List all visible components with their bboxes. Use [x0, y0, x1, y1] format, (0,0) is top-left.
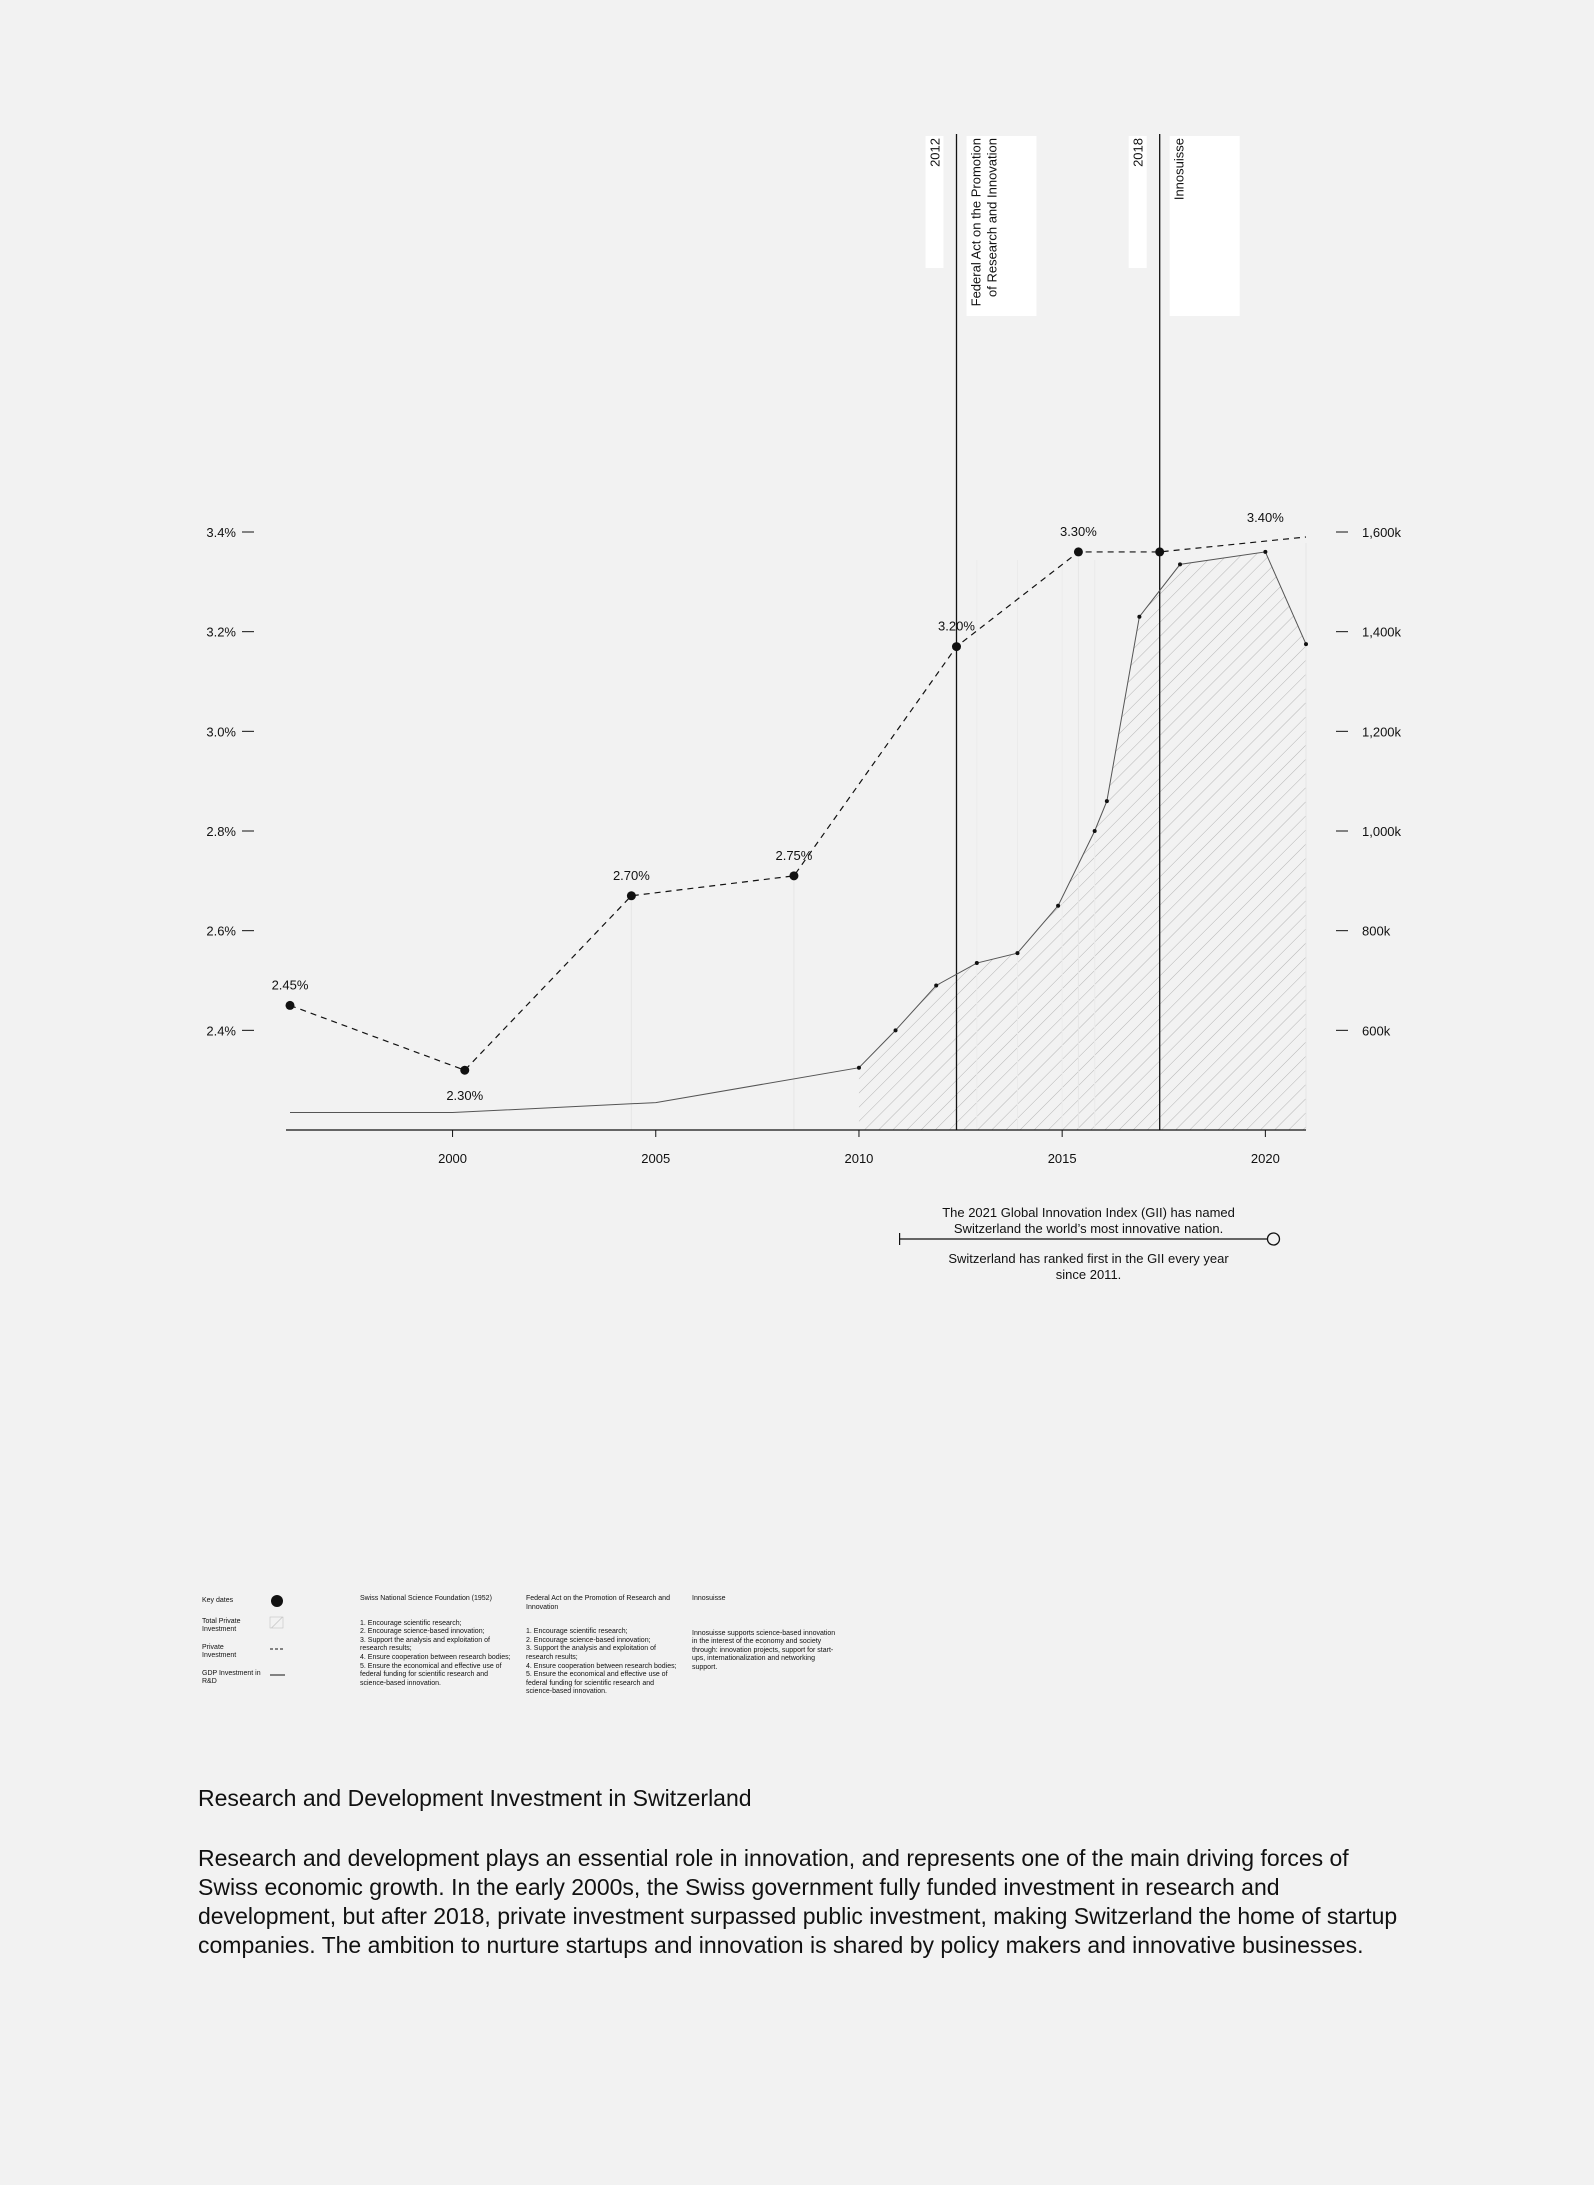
- column-title: Innosuisse: [692, 1595, 726, 1602]
- gdp-point: [789, 871, 798, 880]
- column-title: Federal Act on the Promotion of Research and Innovation: [526, 1595, 670, 1611]
- private-point: [1105, 799, 1109, 803]
- private-point: [1178, 562, 1182, 566]
- private-point: [1304, 642, 1308, 646]
- left-y-tick-label: 3.0%: [206, 724, 236, 740]
- right-y-tick-label: 800k: [1362, 923, 1391, 939]
- x-tick-label: 2010: [844, 1151, 874, 1166]
- gdp-data-label: 2.45%: [271, 977, 309, 993]
- section-body: Research and development plays an essential role in innovation, and represents one of the main driving forces of Swiss economic growth. In the early 2000s, the Swiss government fully funded investment in research and development, but after 2018, private investment surpassed public investment, making Switzerland the home of startup companies. The ambition to nurture startups and innovation is shared by policy makers and innovative businesses.: [198, 1845, 1398, 1958]
- legend-item-key-dates: [202, 1597, 322, 1617]
- key-dates-dot-icon: [270, 1594, 286, 1610]
- private-point: [1015, 951, 1019, 955]
- x-tick-label: 2020: [1250, 1151, 1280, 1166]
- left-y-tick-label: 3.2%: [206, 624, 236, 640]
- column-body: 1. Encourage scientific research; 2. Encourage science-based innovation; 3. Support the analysis and exploitation of research results; 4. Ensure cooperation between research bodies; 5. Ensure the economical and effective use of federal funding for scientific research and science-based innovation.: [526, 1628, 677, 1696]
- legend-item-total-private: [202, 1618, 322, 1638]
- gii-annotation-above: The 2021 Global Innovation Index (GII) has named: [942, 1205, 1235, 1220]
- gii-annotation: [900, 1205, 1280, 1282]
- gii-annotation-below: Switzerland has ranked first in the GII every year: [948, 1251, 1229, 1266]
- legend-label: Private Investment: [202, 1644, 237, 1659]
- column-title: Swiss National Science Foundation (1952): [360, 1595, 492, 1602]
- section-title: Research and Development Investment in Switzerland: [198, 1785, 752, 1811]
- left-y-tick-label: 2.6%: [206, 923, 236, 939]
- private-point: [1093, 829, 1097, 833]
- right-y-tick-label: 1,400k: [1362, 624, 1402, 640]
- gdp-data-label: 2.30%: [446, 1088, 484, 1104]
- dashed-line-icon: [269, 1645, 287, 1653]
- right-y-tick-label: 1,200k: [1362, 724, 1402, 740]
- left-y-tick-label: 2.4%: [206, 1023, 236, 1039]
- x-tick-label: 2015: [1047, 1151, 1077, 1166]
- solid-line-icon: [269, 1671, 287, 1679]
- gdp-point: [1074, 547, 1083, 556]
- gdp-point: [460, 1066, 469, 1075]
- gdp-data-label: 2.75%: [775, 847, 813, 863]
- right-y-tick-label: 1,000k: [1362, 824, 1402, 839]
- gii-annotation-below: since 2011.: [1055, 1267, 1122, 1282]
- legend-label: Total Private Investment: [202, 1618, 241, 1633]
- column-innosuisse: [692, 1595, 847, 1673]
- left-y-tick-label: 3.4%: [206, 525, 236, 540]
- hatch-swatch-icon: [269, 1616, 285, 1630]
- private-point: [934, 983, 938, 987]
- gdp-point: [286, 1001, 295, 1010]
- private-point: [1263, 550, 1267, 554]
- gdp-data-label: 2.70%: [612, 867, 650, 883]
- key-date-year-label: 2012: [927, 138, 943, 167]
- left-y-tick-label: 2.8%: [206, 824, 236, 839]
- gii-timeline-end-circle: [1267, 1233, 1279, 1245]
- gdp-point: [627, 891, 636, 900]
- legend-label: GDP Investment in R&D: [202, 1670, 261, 1685]
- gdp-data-label: 3.40%: [1246, 510, 1284, 525]
- gii-annotation-above: Switzerland the world’s most innovative nation.: [953, 1221, 1224, 1236]
- column-snsf: [360, 1595, 515, 1688]
- private-investment-area: [859, 552, 1306, 1130]
- private-point: [894, 1028, 898, 1032]
- key-date-year-label: 2018: [1130, 138, 1146, 167]
- private-point: [1056, 904, 1060, 908]
- x-tick-label: 2005: [641, 1151, 671, 1166]
- private-investment-hatch-area: [859, 552, 1306, 1130]
- legend-label: Key dates: [202, 1597, 234, 1604]
- gdp-data-label: 3.20%: [938, 618, 975, 634]
- legend-item-private: [202, 1644, 322, 1664]
- right-y-tick-label: 600k: [1362, 1023, 1391, 1039]
- private-point: [857, 1066, 861, 1070]
- private-point: [1137, 615, 1141, 619]
- column-body: 1. Encourage scientific research; 2. Encourage science-based innovation; 3. Support the analysis and exploitation of research results; 4. Ensure cooperation between research bodies; 5. Ensure the economical and effective use of federal funding for scientific research and science-based innovation.: [360, 1619, 511, 1687]
- column-federal-act: [526, 1595, 681, 1697]
- gdp-data-label: 3.30%: [1059, 523, 1097, 539]
- gdp-point: [952, 642, 961, 651]
- legend-item-gdp: [202, 1670, 322, 1690]
- gdp-point: [1155, 547, 1164, 556]
- private-point: [975, 961, 979, 965]
- right-y-tick-label: 1,600k: [1362, 525, 1402, 540]
- column-body: Innosuisse supports science-based innovation in the interest of the economy and society through: innovation projects, support for start-ups, internationalization and networking support.: [692, 1629, 836, 1671]
- key-date-event-label: Federal Act on the Promotionof Research and Innovation: [968, 138, 1000, 307]
- x-tick-label: 2000: [438, 1151, 468, 1166]
- key-date-event-label: Innosuisse: [1171, 138, 1187, 201]
